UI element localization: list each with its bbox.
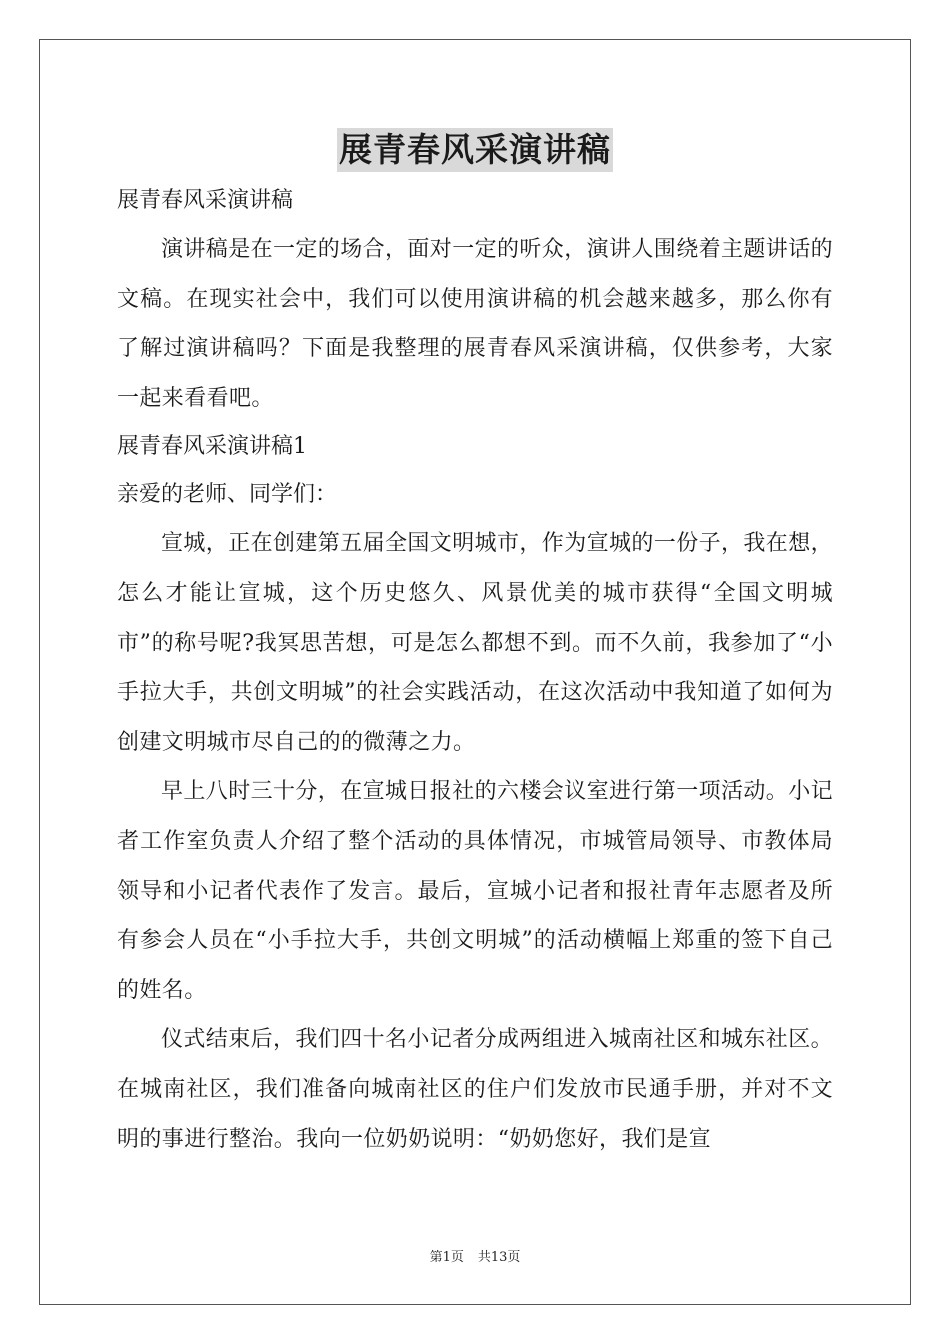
body-paragraph-3: 仪式结束后，我们四十名小记者分成两组进入城南社区和城东社区。在城南社区，我们准备向城南社区的住户们发放市民通手册，并对不文明的事进行整治。我向一位奶奶说明：“奶奶您好，我们是宣	[117, 1027, 834, 1152]
page-total: 共13页	[477, 1250, 521, 1265]
document-title-text: 展青春风采演讲稿	[337, 128, 613, 172]
section-heading: 展青春风采演讲稿1	[117, 434, 307, 460]
document-body	[117, 177, 833, 1164]
page-footer	[0, 1246, 950, 1265]
page-number: 第1页	[429, 1250, 464, 1265]
intro-paragraph: 演讲稿是在一定的场合，面对一定的听众，演讲人围绕着主题讲话的文稿。在现实社会中，我们可以使用演讲稿的机会越来越多，那么你有了解过演讲稿吗？下面是我整理的展青春风采演讲稿，仅供参考，大家一起来看看吧。	[117, 237, 834, 411]
document-subtitle: 展青春风采演讲稿	[117, 188, 294, 213]
document-title	[0, 128, 950, 172]
body-paragraph-1: 宣城，正在创建第五届全国文明城市，作为宣城的一份子，我在想，怎么才能让宣城，这个历史悠久、风景优美的城市获得“全国文明城市”的称号呢?我冥思苦想，可是怎么都想不到。而不久前，我参加了“小手拉大手，共创文明城”的社会实践活动，在这次活动中我知道了如何为创建文明城市尽自己的的微薄之力。	[117, 531, 834, 755]
body-paragraph-2: 早上八时三十分，在宣城日报社的六楼会议室进行第一项活动。小记者工作室负责人介绍了整个活动的具体情况，市城管局领导、市教体局领导和小记者代表作了发言。最后，宣城小记者和报社青年志愿者及所有参会人员在“小手拉大手，共创文明城”的活动横幅上郑重的签下自己的姓名。	[117, 779, 834, 1003]
greeting-line: 亲爱的老师、同学们：	[117, 482, 338, 508]
